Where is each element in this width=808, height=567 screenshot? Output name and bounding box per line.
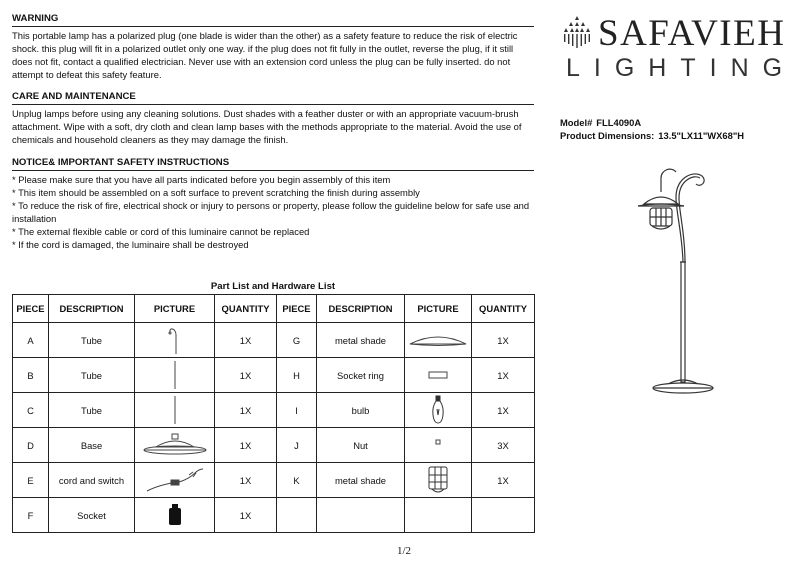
header-description: DESCRIPTION: [317, 295, 405, 323]
base-icon: [142, 433, 208, 457]
header-piece: PIECE: [277, 295, 317, 323]
quantity-cell: 1X: [215, 498, 277, 533]
picture-cell: [135, 393, 215, 428]
model-label: Model#: [560, 117, 593, 128]
quantity-cell: 1X: [215, 428, 277, 463]
piece-cell: G: [277, 323, 317, 358]
floor-lamp-icon: [616, 152, 736, 402]
nut-icon: [434, 438, 442, 452]
socket-ring-icon: [428, 370, 448, 380]
table-header-row: [13, 295, 535, 323]
quantity-cell: 1X: [215, 393, 277, 428]
quantity-cell: 1X: [215, 358, 277, 393]
description-cell: Socket ring: [317, 358, 405, 393]
care-text: Unplug lamps before using any cleaning solutions. Dust shades with a feather duster or with an appropriate vacuum-brush attachment. Wipe with a soft, dry cloth and clean lamp bases with the methods appropriate to the material. Avoid the use of chemicals and household cleaners as they may damage the finish.: [12, 108, 522, 145]
table-row: [13, 393, 535, 428]
model-info: [560, 116, 744, 142]
description-cell: bulb: [317, 393, 405, 428]
header-description: DESCRIPTION: [49, 295, 135, 323]
table-row: [13, 463, 535, 498]
cage-shade-icon: [427, 465, 449, 495]
picture-cell: [405, 358, 472, 393]
brand-name: SAFAVIEH: [598, 13, 786, 54]
piece-cell: [277, 498, 317, 533]
quantity-cell: 1X: [215, 323, 277, 358]
quantity-cell: 1X: [472, 323, 535, 358]
notice-item: * This item should be assembled on a soft surface to prevent scratching the finish during assembly: [12, 187, 420, 198]
piece-cell: H: [277, 358, 317, 393]
model-value: FLL4090A: [596, 117, 642, 128]
piece-cell: D: [13, 428, 49, 463]
description-cell: cord and switch: [49, 463, 135, 498]
quantity-cell: 1X: [472, 463, 535, 498]
curved-tube-icon: [165, 325, 185, 355]
description-cell: Socket: [49, 498, 135, 533]
brand-logo: [560, 12, 796, 82]
table-row: [13, 498, 535, 533]
notice-section: [12, 156, 534, 251]
page-number: 1/2: [396, 545, 412, 557]
quantity-cell: 3X: [472, 428, 535, 463]
chandelier-logo-icon: [560, 14, 594, 54]
care-heading: CARE AND MAINTENANCE: [12, 90, 534, 105]
picture-cell: [405, 428, 472, 463]
warning-text: This portable lamp has a polarized plug (one blade is wider than the other) as a safety feature to reduce the risk of electric shock. this plug will fit in a polarized outlet only one way. if the plug does not fit fully in the outlet, reverse the plug, if it still does not fit, contact a qualified electrician. Never use with an extension cord unless the plug can be fully inserted. do not attempt to defeat this safety feature.: [12, 30, 518, 80]
header-quantity: QUANTITY: [472, 295, 535, 323]
table-row: [13, 323, 535, 358]
picture-cell: [135, 358, 215, 393]
notice-heading: NOTICE& IMPORTANT SAFETY INSTRUCTIONS: [12, 156, 534, 171]
picture-cell: [135, 323, 215, 358]
piece-cell: I: [277, 393, 317, 428]
picture-cell: [135, 428, 215, 463]
picture-cell: [405, 323, 472, 358]
piece-cell: C: [13, 393, 49, 428]
dimensions-value: 13.5"LX11"WX68"H: [658, 130, 745, 141]
notice-item: * Please make sure that you have all parts indicated before you begin assembly of this item: [12, 174, 391, 185]
picture-cell: [405, 463, 472, 498]
straight-tube-icon: [172, 395, 178, 425]
description-cell: metal shade: [317, 323, 405, 358]
table-row: [13, 428, 535, 463]
warning-section: [12, 12, 534, 81]
socket-icon: [167, 503, 183, 527]
notice-item: * The external flexible cable or cord of this luminaire cannot be replaced: [12, 226, 310, 237]
piece-cell: A: [13, 323, 49, 358]
care-section: [12, 90, 534, 146]
dome-shade-icon: [408, 332, 468, 348]
description-cell: [317, 498, 405, 533]
piece-cell: B: [13, 358, 49, 393]
description-cell: Base: [49, 428, 135, 463]
piece-cell: E: [13, 463, 49, 498]
cord-switch-icon: [145, 467, 205, 493]
bulb-icon: [431, 395, 445, 425]
quantity-cell: 1X: [215, 463, 277, 498]
quantity-cell: [472, 498, 535, 533]
quantity-cell: 1X: [472, 358, 535, 393]
dimensions-label: Product Dimensions:: [560, 130, 655, 141]
header-quantity: QUANTITY: [215, 295, 277, 323]
description-cell: Tube: [49, 358, 135, 393]
header-picture: PICTURE: [405, 295, 472, 323]
notice-item: * If the cord is damaged, the luminaire shall be destroyed: [12, 239, 249, 250]
quantity-cell: 1X: [472, 393, 535, 428]
piece-cell: K: [277, 463, 317, 498]
picture-cell: [405, 498, 472, 533]
header-piece: PIECE: [13, 295, 49, 323]
warning-heading: WARNING: [12, 12, 534, 27]
header-picture: PICTURE: [135, 295, 215, 323]
picture-cell: [135, 463, 215, 498]
brand-subtitle: LIGHTING: [566, 54, 797, 82]
straight-tube-icon: [172, 360, 178, 390]
notice-item: * To reduce the risk of fire, electrical shock or injury to persons or property, please follow the guideline below for safe use and installation: [12, 200, 530, 224]
picture-cell: [405, 393, 472, 428]
table-row: [13, 358, 535, 393]
parts-caption: Part List and Hardware List: [210, 281, 336, 292]
piece-cell: J: [277, 428, 317, 463]
description-cell: Tube: [49, 393, 135, 428]
parts-table: [12, 294, 535, 533]
description-cell: Nut: [317, 428, 405, 463]
description-cell: Tube: [49, 323, 135, 358]
description-cell: metal shade: [317, 463, 405, 498]
piece-cell: F: [13, 498, 49, 533]
picture-cell: [135, 498, 215, 533]
